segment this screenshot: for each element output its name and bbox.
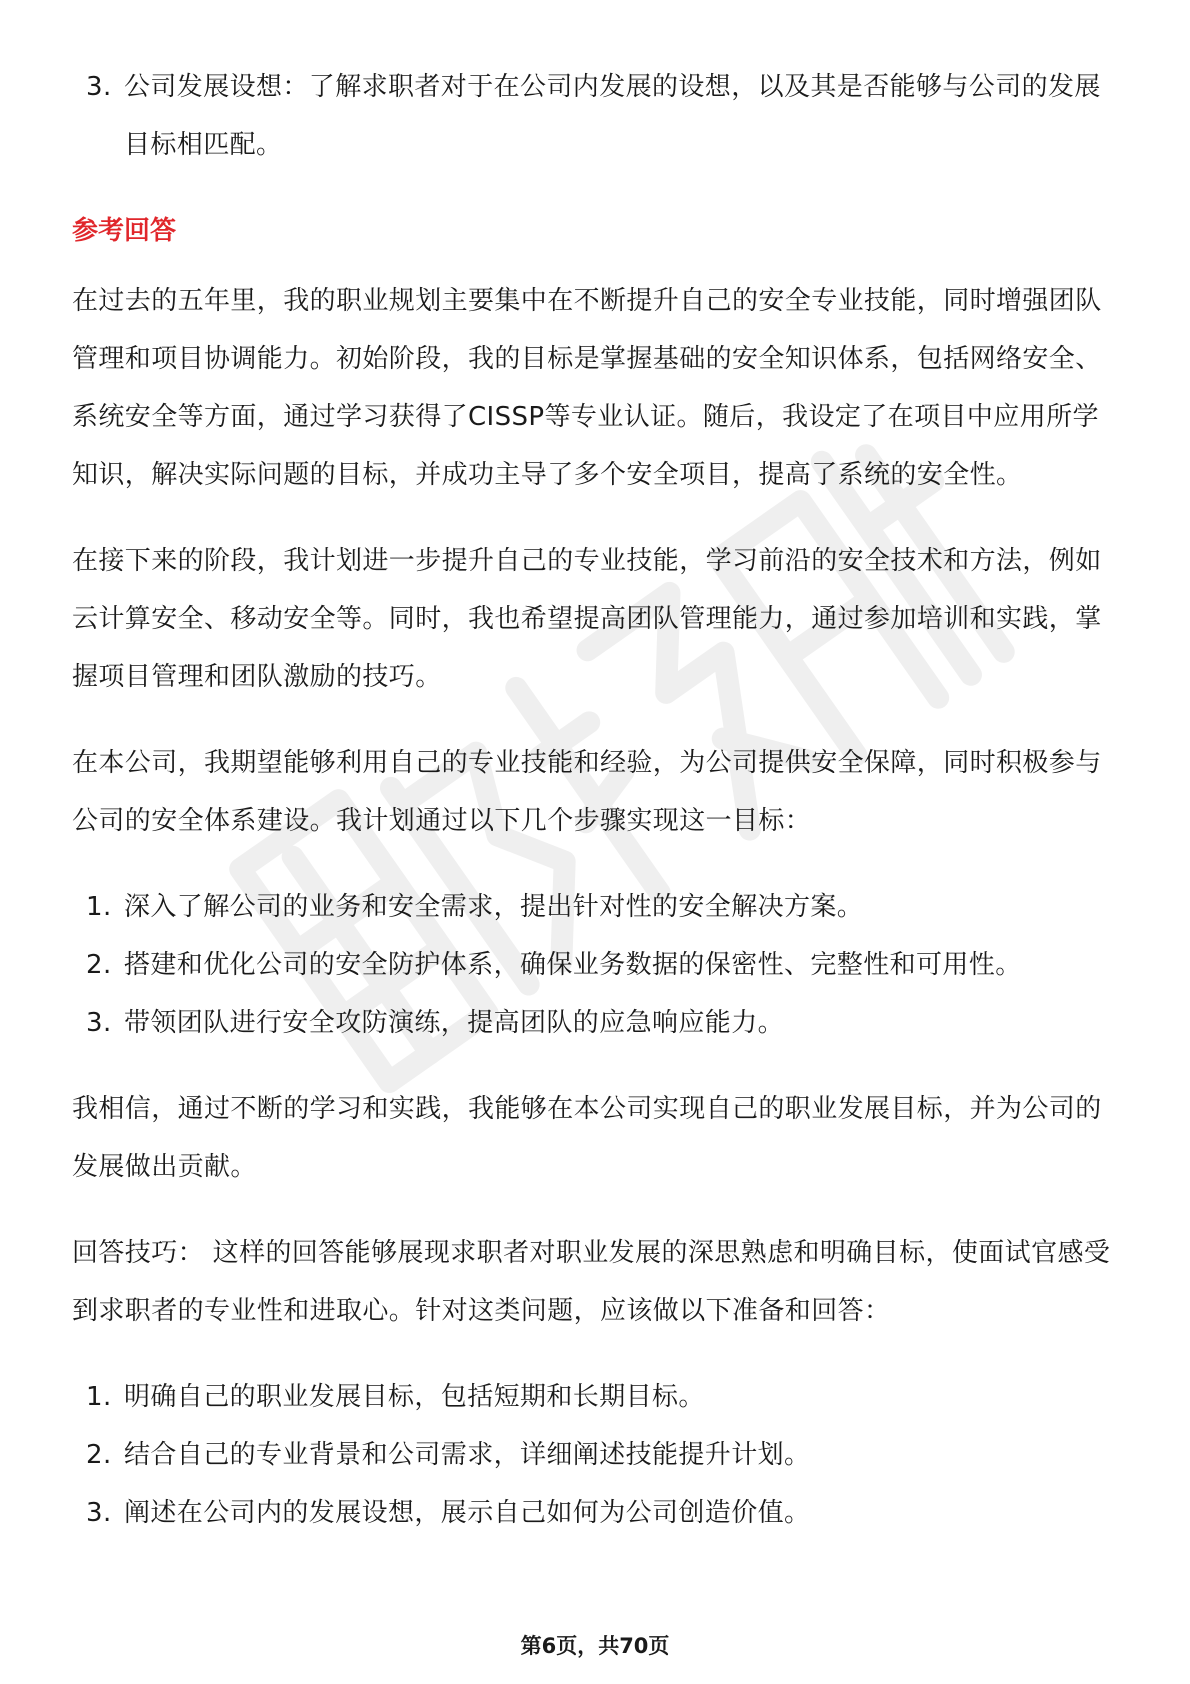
list-item-number: 3. (86, 72, 112, 102)
reference-answer-heading: 参考回答 (72, 216, 177, 246)
list-item (72, 1484, 1122, 1542)
list-item (72, 936, 1122, 994)
list-item-number: 1. (86, 892, 112, 922)
list-item (72, 1368, 1122, 1426)
list-item-text: 结合自己的专业背景和公司需求，详细阐述技能提升计划。 (124, 1440, 811, 1470)
answer-paragraph: 在本公司，我期望能够利用自己的专业技能和经验，为公司提供安全保障，同时积极参与公司的安全体系建设。我计划通过以下几个步骤实现这一目标： (72, 748, 1102, 836)
list-item-number: 3. (86, 1008, 112, 1038)
top-list (72, 58, 1122, 174)
tips-list (72, 1368, 1122, 1542)
list-item (72, 878, 1122, 936)
list-item-text: 搭建和优化公司的安全防护体系，确保业务数据的保密性、完整性和可用性。 (124, 950, 1022, 980)
list-item-number: 1. (86, 1382, 112, 1412)
tips-paragraph: 回答技巧： 这样的回答能够展现求职者对职业发展的深思熟虑和明确目标，使面试官感受到求职者的专业性和进取心。针对这类问题，应该做以下准备和回答： (72, 1238, 1111, 1326)
page-footer: 第6页，共70页 (520, 1634, 670, 1658)
content-area (72, 58, 1122, 1570)
list-item-text: 明确自己的职业发展目标，包括短期和长期目标。 (124, 1382, 705, 1412)
list-item-text: 公司发展设想：了解求职者对于在公司内发展的设想，以及其是否能够与公司的发展目标相匹配。 (124, 72, 1101, 160)
list-item-number: 3. (86, 1498, 112, 1528)
answer-paragraph: 在接下来的阶段，我计划进一步提升自己的专业技能，学习前沿的安全技术和方法，例如云计算安全、移动安全等。同时，我也希望提高团队管理能力，通过参加培训和实践，掌握项目管理和团队激励的技巧。 (72, 546, 1102, 692)
steps-list (72, 878, 1122, 1052)
list-item-text: 阐述在公司内的发展设想，展示自己如何为公司创造价值。 (124, 1498, 811, 1528)
list-item (72, 1426, 1122, 1484)
list-item-number: 2. (86, 950, 112, 980)
list-item (72, 58, 1122, 174)
list-item-text: 带领团队进行安全攻防演练，提高团队的应急响应能力。 (124, 1008, 785, 1038)
list-item (72, 994, 1122, 1052)
list-item-text: 深入了解公司的业务和安全需求，提出针对性的安全解决方案。 (124, 892, 864, 922)
answer-paragraph: 在过去的五年里，我的职业规划主要集中在不断提升自己的安全专业技能，同时增强团队管理和项目协调能力。初始阶段，我的目标是掌握基础的安全知识体系，包括网络安全、系统安全等方面，通过学习获得了CISSP等专业认证。随后，我设定了在项目中应用所学知识，解决实际问题的目标，并成功主导了多个安全项目，提高了系统的安全性。 (72, 286, 1102, 490)
list-item-number: 2. (86, 1440, 112, 1470)
closing-paragraph: 我相信，通过不断的学习和实践，我能够在本公司实现自己的职业发展目标，并为公司的发展做出贡献。 (72, 1094, 1102, 1182)
